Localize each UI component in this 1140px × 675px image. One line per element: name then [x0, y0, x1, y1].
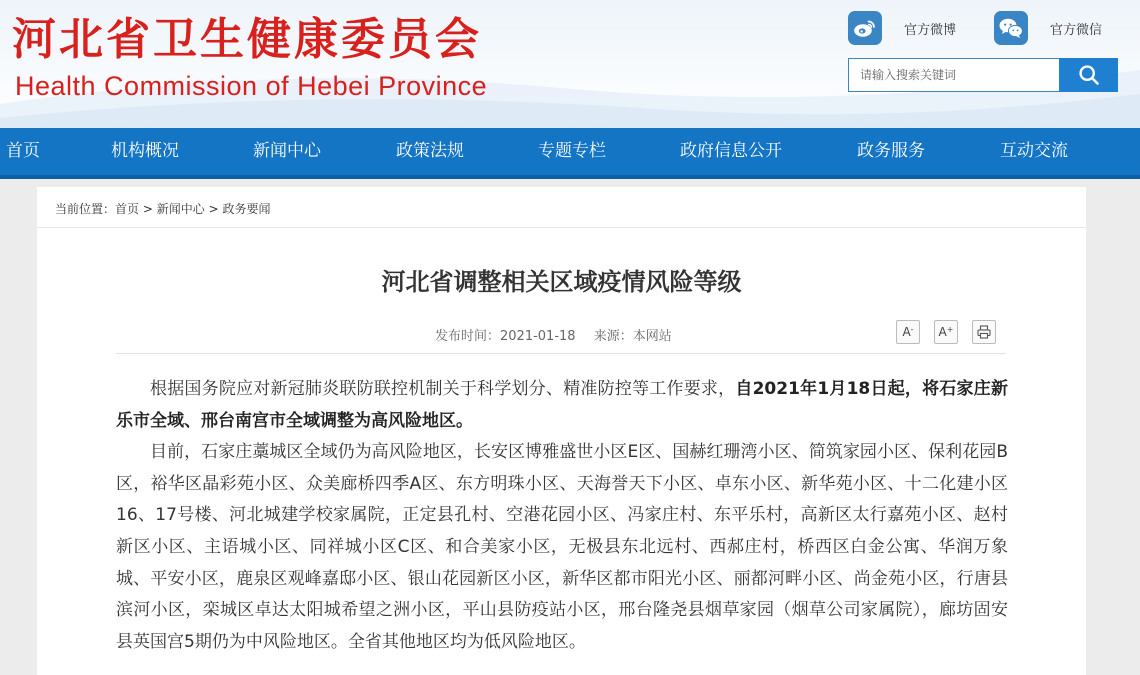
- article-card: [37, 187, 1086, 675]
- nav-item-about[interactable]: 机构概况: [111, 141, 179, 161]
- publish-label: 发布时间：: [435, 329, 501, 344]
- breadcrumb: [55, 200, 271, 217]
- search-box: [848, 58, 1118, 92]
- weibo-link[interactable]: [848, 11, 956, 45]
- print-icon: [977, 325, 991, 339]
- font-increase-letter: A: [938, 325, 947, 339]
- breadcrumb-item-current[interactable]: 政务要闻: [222, 202, 271, 216]
- site-subtitle: Health Commission of Hebei Province: [15, 71, 488, 101]
- search-input[interactable]: [848, 58, 1059, 92]
- site-header: [0, 0, 1140, 128]
- search-icon: [1078, 64, 1100, 86]
- publish-value: 2021-01-18: [500, 329, 576, 344]
- main-nav: [0, 128, 1140, 179]
- article-paragraph: [116, 374, 1008, 437]
- minus-icon: -: [910, 324, 914, 334]
- nav-item-news[interactable]: 新闻中心: [253, 141, 321, 161]
- breadcrumb-item-news[interactable]: 新闻中心: [156, 202, 205, 216]
- font-increase-button[interactable]: [934, 320, 958, 344]
- breadcrumb-divider: [37, 227, 1086, 228]
- site-title[interactable]: 河北省卫生健康委员会: [12, 14, 482, 65]
- search-button[interactable]: [1059, 58, 1118, 92]
- print-button[interactable]: [972, 320, 996, 344]
- highlight-text: 自2021年1月18日起，将石家庄新乐市全域、邢台南宫市全域调整为高风险地区。: [116, 379, 1008, 431]
- breadcrumb-separator: >: [208, 202, 219, 216]
- source-value: 本网站: [632, 329, 672, 344]
- source-label: 来源：: [593, 329, 633, 344]
- nav-item-home[interactable]: 首页: [6, 141, 40, 161]
- article-source: [594, 329, 672, 344]
- nav-item-policy[interactable]: 政策法规: [396, 141, 464, 161]
- article-body: [116, 374, 1008, 658]
- font-decrease-letter: A: [902, 325, 911, 339]
- weibo-label: 官方微博: [904, 22, 957, 38]
- wechat-icon: [994, 11, 1028, 45]
- article-paragraph: 目前，石家庄藁城区全域仍为高风险地区，长安区博雅盛世小区E区、国赫红珊湾小区、简筑家园小区、保利花园B区，裕华区晶彩苑小区、众美廊桥四季A区、东方明珠小区、天海誉天下小区、卓东小区、新华苑小区、十二化建小区16、17号楼、河北城建学校家属院，正定县孔村、空港花园小区、冯家庄村、东平乐村，高新区太行嘉苑小区、赵村新区小区、主语城小区、同祥城小区C区、和合美家小区，无极县东北远村、西郝庄村，桥西区白金公寓、华润万象城、平安小区，鹿泉区观峰嘉邸小区、银山花园新区小区，新华区都市阳光小区、丽都河畔小区、尚金苑小区，行唐县滨河小区，栾城区卓达太阳城希望之洲小区，平山县防疫站小区，邢台隆尧县烟草家园（烟草公司家属院），廊坊固安县英国宫5期仍为中风险地区。全省其他地区均为低风险地区。: [116, 442, 1008, 652]
- nav-item-interaction[interactable]: 互动交流: [1000, 141, 1068, 161]
- wechat-link[interactable]: [994, 11, 1102, 45]
- article-title: 河北省调整相关区域疫情风险等级: [381, 268, 742, 296]
- breadcrumb-separator: >: [142, 202, 153, 216]
- nav-item-services[interactable]: 政务服务: [857, 141, 925, 161]
- wechat-label: 官方微信: [1050, 22, 1103, 38]
- nav-item-topics[interactable]: 专题专栏: [538, 141, 606, 161]
- plus-icon: +: [946, 324, 954, 334]
- article-meta: [435, 325, 686, 344]
- paragraph-text: 根据国务院应对新冠肺炎联防联控机制关于科学划分、精准防控等工作要求，: [150, 379, 736, 399]
- breadcrumb-item-home[interactable]: 首页: [115, 202, 140, 216]
- publish-date: [435, 329, 576, 344]
- nav-item-gov-info[interactable]: 政府信息公开: [680, 141, 782, 161]
- breadcrumb-prefix: 当前位置：: [55, 202, 116, 216]
- meta-divider: [116, 353, 1006, 354]
- weibo-icon: [848, 11, 882, 45]
- font-decrease-button[interactable]: [896, 320, 920, 344]
